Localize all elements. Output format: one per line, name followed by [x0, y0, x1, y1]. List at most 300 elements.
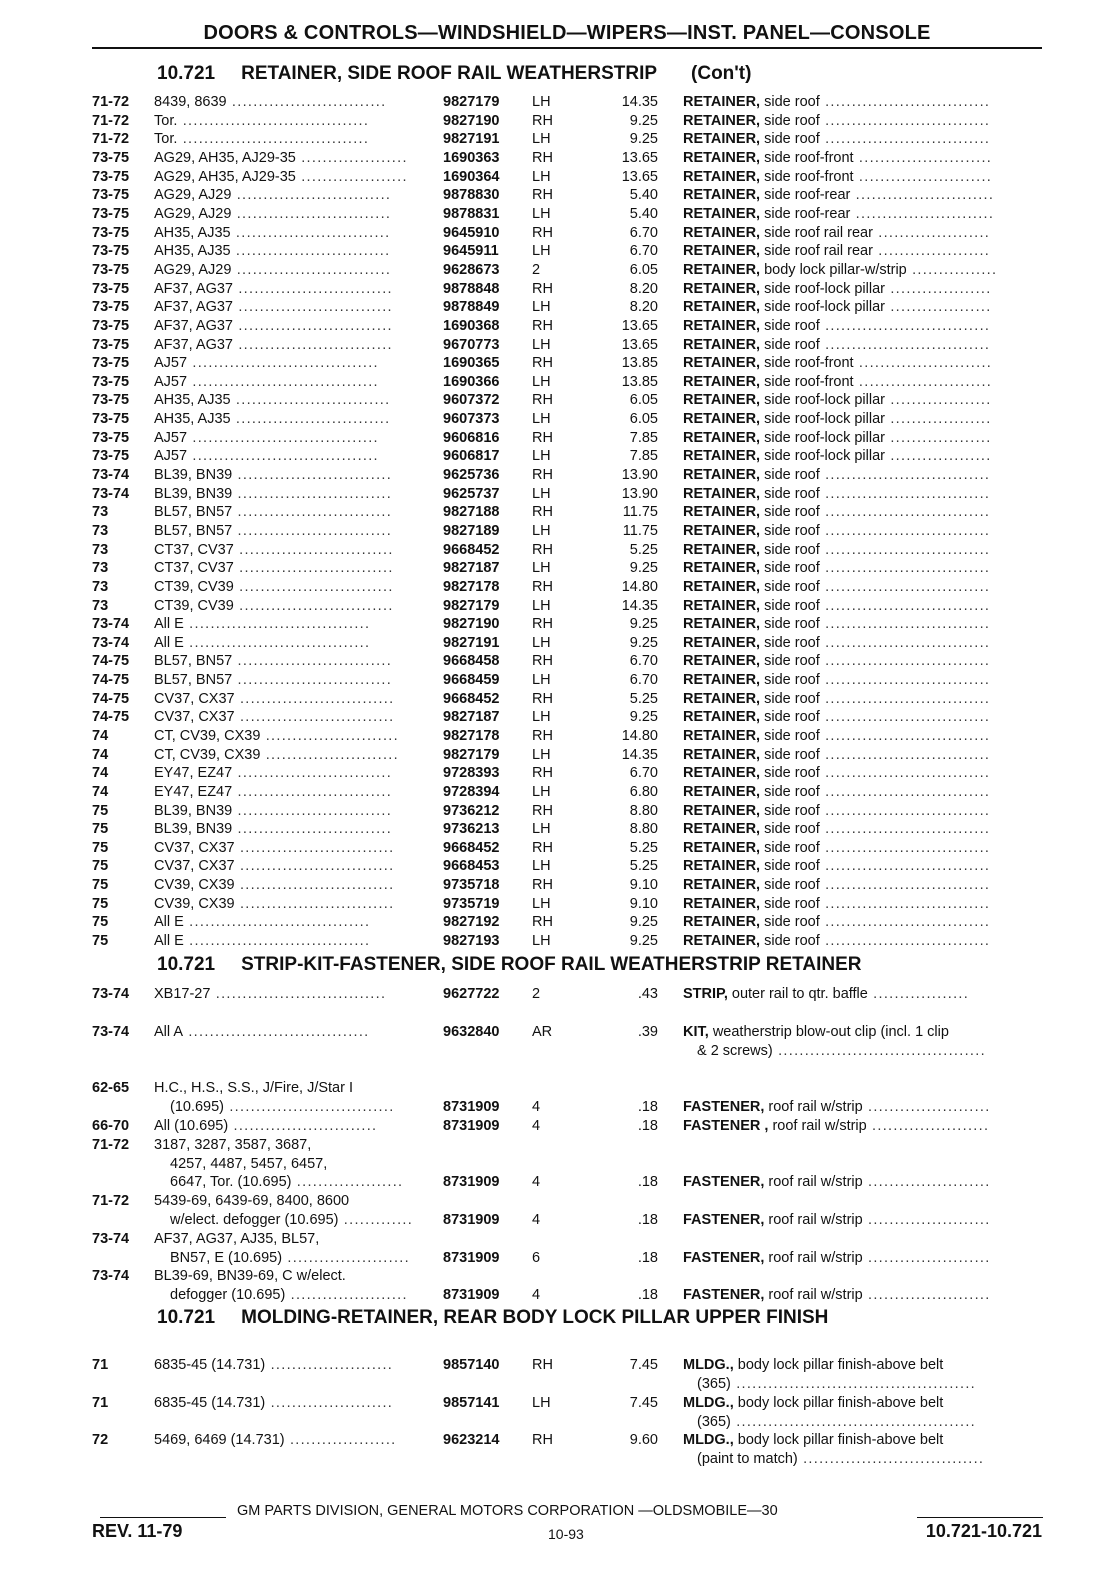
part-description — [683, 354, 1043, 373]
description-line — [0, 652, 1096, 671]
part-description — [683, 783, 1043, 802]
description-line — [0, 242, 1096, 261]
dot-leader: ................................... — [187, 430, 379, 446]
section-code: 10.721 — [157, 63, 216, 84]
part-number: 9857141 — [443, 1395, 500, 1411]
description-text: body lock pillar finish-above belt — [737, 1357, 944, 1373]
description-line — [0, 447, 1096, 466]
model-year: 72 — [92, 1432, 109, 1448]
part-name: RETAINER, — [683, 635, 761, 651]
model-text: 6835-45 (14.731) — [154, 1357, 266, 1373]
part-description — [683, 186, 1043, 205]
price: 11.75 — [622, 504, 658, 520]
dot-leader: .................... — [291, 1174, 404, 1191]
part-name: RETAINER, — [683, 318, 761, 334]
description-line — [0, 913, 1096, 932]
model-year: 73 — [92, 542, 109, 558]
part-description — [683, 1394, 1043, 1413]
part-number: 9668452 — [443, 691, 500, 707]
part-description — [683, 1098, 1043, 1117]
part-description — [683, 932, 1043, 951]
quantity: 4 — [532, 1098, 541, 1115]
part-name: RETAINER, — [683, 542, 761, 558]
part-name: RETAINER, — [683, 858, 761, 874]
part-description — [697, 1450, 1057, 1469]
description-text: side roof — [764, 318, 820, 334]
model-year: 73-75 — [92, 355, 130, 371]
part-number: 9668459 — [443, 672, 500, 688]
part-description — [683, 615, 1043, 634]
part-name: RETAINER, — [683, 355, 761, 371]
description-line — [0, 783, 1096, 802]
model-year: 73 — [92, 523, 109, 539]
description-line — [0, 708, 1096, 727]
part-name: RETAINER, — [683, 709, 761, 725]
description-line — [0, 205, 1096, 224]
part-name: RETAINER, — [683, 281, 761, 297]
part-description — [683, 1023, 1043, 1042]
model-text: AF37, AG37 — [154, 281, 233, 297]
price: 5.25 — [629, 691, 658, 707]
model-text: All E — [154, 635, 184, 651]
dot-leader: ............................... — [819, 653, 991, 669]
model-year: 73-74 — [92, 635, 130, 651]
dot-leader: ............................. — [232, 504, 393, 520]
dot-leader: ............................. — [232, 486, 393, 502]
part-number: 9607372 — [443, 392, 500, 408]
model-text: AF37, AG37 — [154, 337, 233, 353]
dot-leader: ......................... — [853, 355, 993, 371]
dot-leader: ................................ — [210, 986, 387, 1002]
model-year: 75 — [92, 803, 109, 819]
description-text: (365) — [697, 1375, 731, 1392]
part-description — [683, 317, 1043, 336]
description-text: side roof — [764, 542, 820, 558]
section-title-text: STRIP-KIT-FASTENER, SIDE ROOF RAIL WEATHERSTRIP RETAINER — [241, 954, 862, 975]
dot-leader: .................... — [295, 169, 408, 185]
price: 9.25 — [629, 616, 658, 632]
description-line — [0, 186, 1096, 205]
model-text: AF37, AG37 — [154, 299, 233, 315]
model-text: AJ57 — [154, 355, 188, 371]
dot-leader: ............................... — [819, 504, 991, 520]
part-description — [683, 597, 1043, 616]
quantity: 4 — [532, 1118, 541, 1134]
part-row-continued — [0, 1155, 1096, 1174]
dot-leader: ............................. — [232, 467, 393, 483]
model-text: CV37, CX37 — [154, 691, 235, 707]
description-text: side roof — [764, 858, 820, 874]
footer-rule-right — [917, 1517, 1043, 1518]
part-name: RETAINER, — [683, 914, 761, 930]
dot-leader: ................................... — [187, 374, 379, 390]
part-number: 9668452 — [443, 542, 500, 558]
price: 13.65 — [621, 150, 658, 166]
dot-leader: ............................. — [232, 821, 393, 837]
description-line — [0, 1356, 1096, 1375]
model-year: 73-75 — [92, 150, 130, 166]
quantity: LH — [532, 672, 551, 688]
dot-leader: ............................... — [819, 579, 991, 595]
part-name: FASTENER, — [683, 1211, 765, 1228]
description-text: side roof-front — [764, 355, 854, 371]
part-number: 9878849 — [443, 299, 500, 315]
part-number: 9827192 — [443, 914, 500, 930]
dot-leader: ............................... — [819, 542, 991, 558]
dot-leader: ............................. — [234, 840, 395, 856]
description-line — [0, 1211, 1096, 1230]
model-text: BL57, BN57 — [154, 653, 233, 669]
part-name: RETAINER, — [683, 821, 761, 837]
price: 5.25 — [629, 840, 658, 856]
model-text: BL39-69, BN39-69, C w/elect. — [154, 1268, 346, 1284]
description-text: side roof — [764, 709, 820, 725]
dot-leader: ............................... — [819, 914, 991, 930]
price: 8.20 — [629, 299, 658, 315]
quantity: LH — [532, 411, 551, 427]
model-text: All E — [154, 914, 184, 930]
model-year: 71-72 — [92, 94, 130, 110]
price: 13.85 — [621, 374, 658, 390]
price: 9.60 — [629, 1432, 658, 1448]
quantity: RH — [532, 1357, 553, 1373]
dot-leader: .................................. — [183, 914, 371, 930]
quantity: LH — [532, 243, 551, 259]
description-line — [0, 298, 1096, 317]
part-name: RETAINER, — [683, 523, 761, 539]
dot-leader: ............................... — [819, 486, 991, 502]
quantity: RH — [532, 187, 553, 203]
quantity: LH — [532, 747, 551, 763]
part-name: RETAINER, — [683, 896, 761, 912]
model-text: H.C., H.S., S.S., J/Fire, J/Star I — [154, 1080, 354, 1096]
dot-leader: ................... — [885, 392, 992, 408]
model-text: CT37, CV37 — [154, 560, 234, 576]
section-code: 10.721 — [157, 954, 216, 975]
part-description — [683, 447, 1043, 466]
part-description — [683, 746, 1043, 765]
description-text: side roof-lock pillar — [764, 448, 885, 464]
footer-section-range: 10.721-10.721 — [925, 1521, 1042, 1541]
part-description — [683, 857, 1043, 876]
model-text: All E — [154, 933, 184, 949]
part-number: 1690363 — [443, 150, 500, 166]
description-text: side roof-lock pillar — [764, 411, 885, 427]
description-line — [0, 485, 1096, 504]
quantity: LH — [532, 486, 551, 502]
model-year: 71-72 — [92, 1193, 130, 1209]
dot-leader: ............................. — [231, 262, 392, 278]
description-line — [0, 876, 1096, 895]
part-description — [683, 410, 1043, 429]
model-text: 8439, 8639 — [154, 94, 227, 110]
part-number: 9857140 — [443, 1357, 500, 1373]
description-text: roof rail w/strip — [768, 1098, 863, 1115]
part-description — [683, 1211, 1043, 1230]
part-name: MLDG., — [683, 1395, 734, 1411]
model-year: 75 — [92, 877, 109, 893]
description-text: side roof — [764, 784, 820, 800]
description-line — [0, 391, 1096, 410]
description-line — [0, 1117, 1096, 1136]
price: 13.90 — [621, 467, 658, 483]
dot-leader: ............................. — [233, 598, 394, 614]
dot-leader: ....................... — [265, 1395, 394, 1411]
description-line — [0, 802, 1096, 821]
description-line — [0, 1450, 1096, 1469]
part-row-continued — [0, 1267, 1096, 1286]
description-text: side roof-lock pillar — [764, 392, 885, 408]
description-text: side roof — [764, 765, 820, 781]
part-number: 9735719 — [443, 896, 500, 912]
part-number: 9827179 — [443, 598, 500, 614]
price: 14.35 — [621, 598, 658, 614]
quantity: 6 — [532, 1249, 541, 1266]
dot-leader: ............................... — [819, 616, 991, 632]
quantity: RH — [532, 355, 553, 371]
model-year: 73-74 — [92, 986, 130, 1002]
model-year: 73-75 — [92, 337, 130, 353]
description-text: side roof — [764, 914, 820, 930]
model-year: 73-75 — [92, 374, 130, 390]
quantity: RH — [532, 113, 553, 129]
model-year: 74 — [92, 728, 109, 744]
description-text: (365) — [697, 1413, 731, 1430]
part-number: 9645911 — [443, 243, 499, 259]
description-text: roof rail w/strip — [768, 1174, 863, 1191]
model-year: 75 — [92, 840, 109, 856]
price: 9.25 — [629, 131, 658, 147]
part-description — [683, 130, 1043, 149]
model-year: 73-74 — [92, 616, 130, 632]
dot-leader: ............................. — [232, 765, 393, 781]
model-text: AJ57 — [154, 448, 188, 464]
description-text: side roof-lock pillar — [764, 299, 885, 315]
quantity: AR — [532, 1024, 553, 1040]
part-number: 9827178 — [443, 728, 500, 744]
dot-leader: ............................. — [230, 225, 391, 241]
dot-leader: ............................................. — [730, 1375, 976, 1392]
description-line — [0, 1023, 1096, 1042]
model-text: CV37, CX37 — [154, 840, 235, 856]
dot-leader: ............................................. — [730, 1413, 976, 1430]
dot-leader: ............................... — [819, 635, 991, 651]
model-year: 73-75 — [92, 430, 130, 446]
description-text: roof rail w/strip — [768, 1286, 863, 1303]
price: 5.25 — [629, 858, 658, 874]
dot-leader: ....................... — [862, 1249, 991, 1266]
dot-leader: ...................... — [285, 1286, 408, 1303]
model-year: 74 — [92, 765, 109, 781]
part-description — [683, 205, 1043, 224]
part-name: FASTENER, — [683, 1286, 765, 1303]
model-text: EY47, EZ47 — [154, 784, 233, 800]
description-text: side roof — [764, 486, 820, 502]
description-text: side roof — [764, 840, 820, 856]
part-number: 9827191 — [443, 131, 500, 147]
quantity: RH — [532, 504, 553, 520]
quantity: LH — [532, 821, 551, 837]
quantity: LH — [532, 448, 551, 464]
description-line — [0, 130, 1096, 149]
model-applicability — [154, 1192, 436, 1211]
part-name: RETAINER, — [683, 374, 761, 390]
price: 9.25 — [629, 635, 658, 651]
dot-leader: .................................. — [183, 933, 371, 949]
part-name: RETAINER, — [683, 337, 761, 353]
description-text: side roof — [764, 579, 820, 595]
part-name: RETAINER, — [683, 579, 761, 595]
description-line — [0, 149, 1096, 168]
dot-leader: ......................... — [853, 150, 993, 166]
model-text: CT37, CV37 — [154, 542, 234, 558]
description-text: roof rail w/strip — [772, 1118, 867, 1134]
description-text: body lock pillar finish-above belt — [737, 1395, 944, 1411]
part-description — [697, 1375, 1057, 1394]
description-line — [0, 839, 1096, 858]
part-description — [683, 168, 1043, 187]
part-name: FASTENER , — [683, 1118, 769, 1134]
model-text: CT, CV39, CX39 — [154, 747, 261, 763]
model-year: 74-75 — [92, 709, 130, 725]
part-name: RETAINER, — [683, 467, 761, 483]
description-line — [0, 1173, 1096, 1192]
dot-leader: ............................... — [819, 94, 991, 110]
part-name: MLDG., — [683, 1432, 734, 1448]
part-description — [683, 802, 1043, 821]
part-name: RETAINER, — [683, 616, 761, 632]
description-text: side roof — [764, 747, 820, 763]
model-text: AH35, AJ35 — [154, 225, 231, 241]
part-number: 9827189 — [443, 523, 500, 539]
dot-leader: ............................... — [819, 896, 991, 912]
description-text: side roof — [764, 598, 820, 614]
section-heading — [157, 953, 861, 977]
dot-leader: ......................... — [260, 728, 399, 744]
model-year: 73 — [92, 579, 109, 595]
part-description — [683, 652, 1043, 671]
dot-leader: ............................. — [232, 803, 393, 819]
price: 8.80 — [629, 821, 658, 837]
model-text: BL39, BN39 — [154, 803, 233, 819]
model-year: 73-74 — [92, 486, 130, 502]
dot-leader: ............................... — [819, 858, 991, 874]
dot-leader: ............................... — [819, 821, 991, 837]
quantity: LH — [532, 858, 551, 874]
price: 7.45 — [629, 1395, 658, 1411]
part-name: RETAINER, — [683, 150, 761, 166]
model-text: CV39, CX39 — [154, 877, 235, 893]
part-row-continued — [0, 1230, 1096, 1249]
description-line — [0, 985, 1096, 1004]
model-text: w/elect. defogger (10.695) — [170, 1211, 339, 1228]
dot-leader: ............................... — [819, 337, 991, 353]
part-description — [683, 391, 1043, 410]
dot-leader: ............................... — [819, 691, 991, 707]
quantity: LH — [532, 299, 551, 315]
part-number: 9668458 — [443, 653, 500, 669]
part-name: FASTENER, — [683, 1249, 765, 1266]
description-line — [0, 727, 1096, 746]
part-description — [683, 429, 1043, 448]
quantity: 2 — [532, 262, 541, 278]
dot-leader: ............................. — [234, 896, 395, 912]
description-line — [0, 503, 1096, 522]
part-number: 9645910 — [443, 225, 500, 241]
quantity: RH — [532, 392, 553, 408]
description-line — [0, 336, 1096, 355]
quantity: LH — [532, 784, 551, 800]
dot-leader: ................... — [885, 299, 992, 315]
description-line — [0, 354, 1096, 373]
price: 6.05 — [629, 392, 658, 408]
part-name: RETAINER, — [683, 560, 761, 576]
quantity: LH — [532, 598, 551, 614]
description-line — [0, 373, 1096, 392]
model-year: 73-74 — [92, 1024, 130, 1040]
dot-leader: ................... — [885, 281, 992, 297]
part-number: 9670773 — [443, 337, 500, 353]
dot-leader: ................................... — [187, 448, 379, 464]
description-text: (paint to match) — [697, 1450, 798, 1467]
part-number: 8731909 — [443, 1211, 500, 1228]
dot-leader: ............................... — [819, 318, 991, 334]
model-text: BL39, BN39 — [154, 821, 233, 837]
price: 7.45 — [629, 1357, 658, 1373]
part-name: RETAINER, — [683, 430, 761, 446]
part-description — [683, 839, 1043, 858]
quantity: 4 — [532, 1174, 541, 1191]
description-text: side roof rail rear — [764, 225, 873, 241]
description-line — [0, 1249, 1096, 1268]
description-text: side roof — [764, 672, 820, 688]
dot-leader: ............................... — [819, 765, 991, 781]
quantity: RH — [532, 877, 553, 893]
model-year: 73-74 — [92, 467, 130, 483]
description-line — [0, 820, 1096, 839]
part-description — [683, 1286, 1043, 1305]
part-number: 9632840 — [443, 1024, 500, 1040]
model-text: AH35, AJ35 — [154, 392, 231, 408]
part-name: RETAINER, — [683, 131, 761, 147]
description-text: side roof — [764, 653, 820, 669]
dot-leader: ............................... — [819, 709, 991, 725]
description-text: side roof — [764, 94, 820, 110]
dot-leader: ....................... — [265, 1357, 394, 1373]
dot-leader: ............................... — [819, 933, 991, 949]
price: 9.10 — [629, 896, 658, 912]
description-line — [0, 93, 1096, 112]
dot-leader: ............................... — [819, 467, 991, 483]
model-year: 73-75 — [92, 225, 130, 241]
description-line — [0, 429, 1096, 448]
description-line — [0, 112, 1096, 131]
model-text: BN57, E (10.695) — [170, 1249, 283, 1266]
part-description — [683, 727, 1043, 746]
model-text: AH35, AJ35 — [154, 243, 231, 259]
model-applicability — [154, 1230, 436, 1249]
price: 9.25 — [629, 560, 658, 576]
quantity: LH — [532, 94, 551, 110]
dot-leader: ............................. — [231, 206, 392, 222]
price: 7.85 — [629, 448, 658, 464]
dot-leader: ............................. — [226, 94, 387, 110]
price: 6.70 — [629, 243, 658, 259]
quantity: LH — [532, 131, 551, 147]
model-text: CT39, CV39 — [154, 598, 234, 614]
part-name: RETAINER, — [683, 243, 761, 259]
dot-leader: ............................. — [234, 691, 395, 707]
